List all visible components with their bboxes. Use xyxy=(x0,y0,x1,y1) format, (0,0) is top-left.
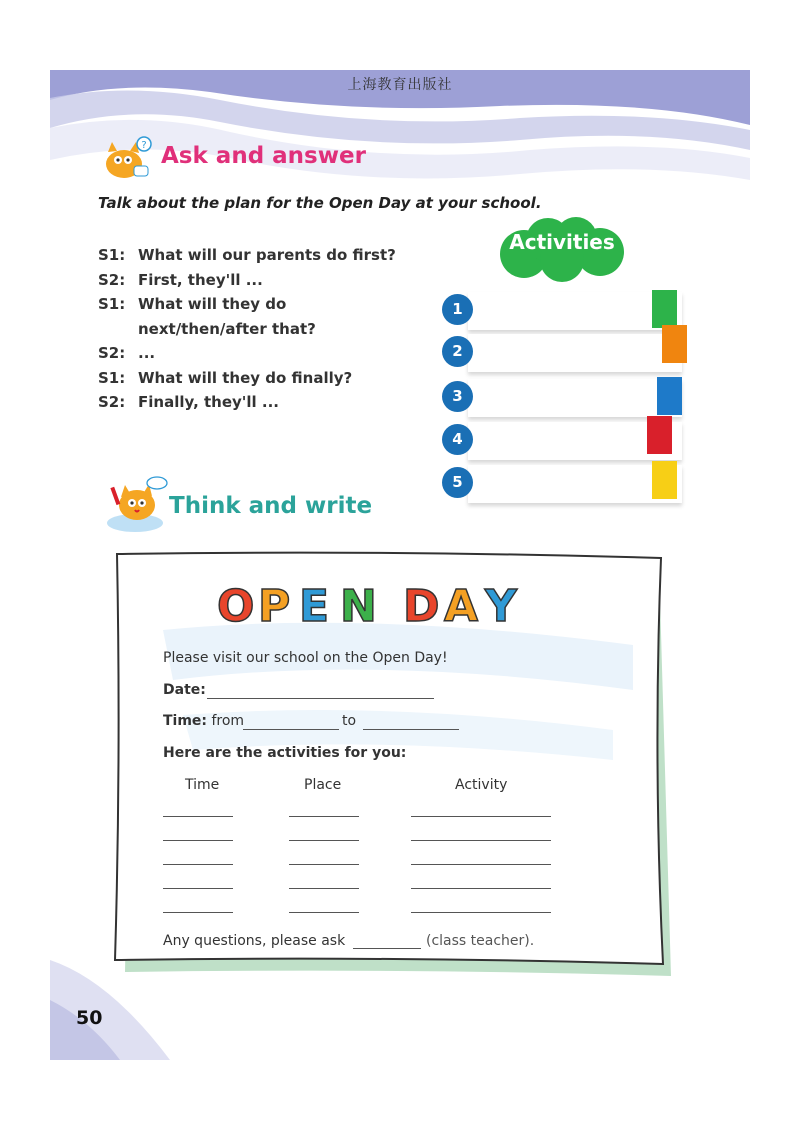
speaker-label: S1: xyxy=(98,295,126,313)
column-header-place: Place xyxy=(304,777,342,793)
time-blank xyxy=(163,912,233,913)
open-day-heading xyxy=(217,578,537,628)
activity-color-tab xyxy=(662,325,687,363)
activity-number: 1 xyxy=(442,294,473,325)
place-blank xyxy=(289,816,359,817)
activity-row xyxy=(442,377,692,417)
time-blank xyxy=(163,816,233,817)
time-to-blank xyxy=(363,729,459,730)
speaker-label: S1: xyxy=(98,246,126,264)
activity-strip xyxy=(468,334,682,372)
activity-row xyxy=(442,463,692,503)
time-to-label: to xyxy=(342,713,357,729)
heading-letter: P xyxy=(258,581,291,628)
dialogue-line xyxy=(98,341,458,366)
time-label: Time: xyxy=(163,713,208,729)
dialogue-text: What will they do xyxy=(138,295,287,313)
speaker-label: S2: xyxy=(98,270,126,289)
dialogue-line xyxy=(98,366,458,391)
activity-strip xyxy=(468,292,682,330)
dialogue-line xyxy=(98,268,458,293)
dialogue-line xyxy=(98,390,458,415)
heading-letter: A xyxy=(444,581,479,628)
heading-letter: E xyxy=(299,581,330,628)
speaker-label: S1: xyxy=(98,368,126,387)
time-line xyxy=(163,713,244,729)
section-title-think-and-write: Think and write xyxy=(169,493,373,519)
activity-strip xyxy=(468,465,682,503)
textbook-page xyxy=(50,70,750,1060)
time-from-blank xyxy=(243,729,339,730)
activity-strip xyxy=(468,379,682,417)
time-blank xyxy=(163,840,233,841)
dialogue-text: ... xyxy=(138,344,156,362)
activity-blank xyxy=(411,840,551,841)
time-blank xyxy=(163,864,233,865)
dialogue-text: Finally, they'll ... xyxy=(138,393,279,411)
svg-text:?: ? xyxy=(141,140,147,151)
place-blank xyxy=(289,912,359,913)
dialogue-list xyxy=(98,243,458,415)
activity-number: 4 xyxy=(442,424,473,455)
activity-number: 3 xyxy=(442,381,473,412)
dialogue-text: What will our parents do first? xyxy=(138,246,396,264)
publisher-name: 上海教育出版社 xyxy=(347,77,453,93)
activity-blank xyxy=(411,864,551,865)
dialogue-text: What will they do finally? xyxy=(138,368,353,387)
dialogue-text: First, they'll ... xyxy=(138,270,263,289)
heading-letter: Y xyxy=(485,581,517,628)
heading-letter: O xyxy=(217,581,255,628)
cat-writing-mascot-icon xyxy=(105,475,171,535)
questions-blank xyxy=(353,948,421,949)
place-blank xyxy=(289,864,359,865)
activities-label: Activities xyxy=(509,230,615,254)
activity-blank xyxy=(411,912,551,913)
place-blank xyxy=(289,888,359,889)
speaker-label: S2: xyxy=(98,344,126,362)
dialogue-line xyxy=(98,292,458,317)
date-blank xyxy=(207,698,434,699)
instruction-text: Talk about the plan for the Open Day at your school. xyxy=(98,194,542,212)
column-header-time: Time xyxy=(185,777,220,793)
dialogue-text: next/then/after that? xyxy=(138,319,316,338)
activity-row xyxy=(442,420,692,460)
activity-row xyxy=(442,290,692,330)
card-intro: Please visit our school on the Open Day! xyxy=(163,650,448,666)
speaker-label xyxy=(98,317,138,342)
activity-color-tab xyxy=(657,377,682,415)
time-blank xyxy=(163,888,233,889)
activities-heading: Here are the activities for you: xyxy=(163,745,407,761)
activity-color-tab xyxy=(647,416,672,454)
section-title-ask-and-answer: Ask and answer xyxy=(161,143,366,169)
activity-blank xyxy=(411,888,551,889)
heading-letter: D xyxy=(403,581,440,628)
dialogue-line xyxy=(98,317,458,342)
place-blank xyxy=(289,840,359,841)
activity-color-tab xyxy=(652,290,677,328)
date-label: Date: xyxy=(163,682,206,698)
speaker-label: S2: xyxy=(98,393,126,411)
activity-number: 5 xyxy=(442,467,473,498)
dialogue-line xyxy=(98,243,458,268)
time-from-label: from xyxy=(211,713,245,729)
activity-row xyxy=(442,332,692,372)
activity-number: 2 xyxy=(442,336,473,367)
activity-color-tab xyxy=(652,461,677,499)
questions-prefix: Any questions, please ask xyxy=(163,933,346,949)
activity-blank xyxy=(411,816,551,817)
heading-letter: N xyxy=(340,581,377,628)
column-header-activity: Activity xyxy=(455,777,508,793)
questions-suffix: (class teacher). xyxy=(426,933,535,949)
page-number: 50 xyxy=(76,1007,103,1029)
cat-mascot-icon xyxy=(100,134,156,182)
